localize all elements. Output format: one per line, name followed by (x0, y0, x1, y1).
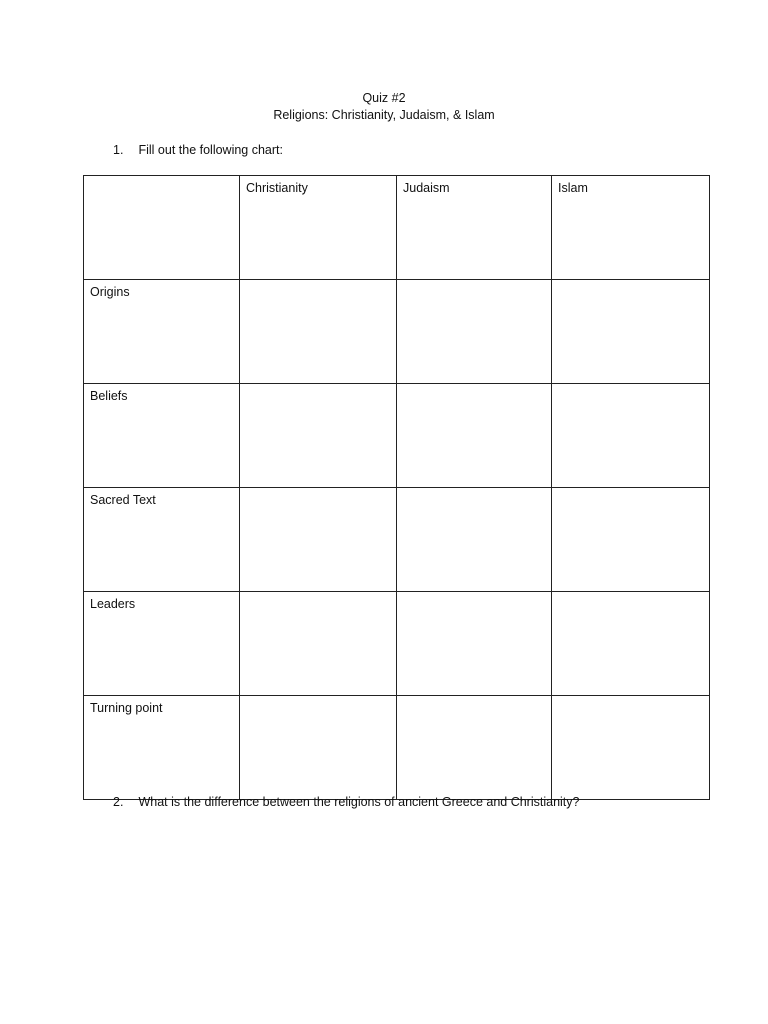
answer-cell[interactable] (552, 488, 710, 592)
question-number: 1. (113, 143, 124, 157)
row-label: Origins (90, 285, 130, 299)
row-label-cell (84, 384, 240, 488)
answer-cell[interactable] (240, 488, 397, 592)
row-label: Turning point (90, 701, 163, 715)
question-2 (113, 795, 579, 809)
religions-chart (83, 175, 710, 800)
row-label-cell (84, 696, 240, 800)
answer-cell[interactable] (397, 592, 552, 696)
answer-cell[interactable] (552, 592, 710, 696)
answer-cell[interactable] (240, 592, 397, 696)
table-row-origins (84, 280, 710, 384)
question-number: 2. (113, 795, 124, 809)
answer-cell[interactable] (397, 696, 552, 800)
table-header-cell-empty[interactable] (84, 176, 240, 280)
row-label: Sacred Text (90, 493, 156, 507)
table-header-row (84, 176, 710, 280)
answer-cell[interactable] (397, 488, 552, 592)
quiz-subtitle: Religions: Christianity, Judaism, & Islam (273, 108, 495, 122)
row-label: Beliefs (90, 389, 128, 403)
row-label-cell (84, 488, 240, 592)
question-text: What is the difference between the religions of ancient Greece and Christianity? (138, 795, 580, 809)
answer-cell[interactable] (240, 384, 397, 488)
quiz-title: Quiz #2 (362, 91, 406, 105)
answer-cell[interactable] (240, 280, 397, 384)
answer-cell[interactable] (552, 280, 710, 384)
row-label-cell (84, 592, 240, 696)
answer-cell[interactable] (240, 696, 397, 800)
table-header-islam[interactable] (552, 176, 710, 280)
table-header-judaism[interactable] (397, 176, 552, 280)
answer-cell[interactable] (397, 384, 552, 488)
column-label: Judaism (403, 181, 450, 195)
column-label: Christianity (246, 181, 308, 195)
answer-cell[interactable] (397, 280, 552, 384)
table-row-sacred-text (84, 488, 710, 592)
row-label: Leaders (90, 597, 136, 611)
table-row-leaders (84, 592, 710, 696)
answer-cell[interactable] (552, 384, 710, 488)
table-header-christianity[interactable] (240, 176, 397, 280)
question-1 (113, 143, 283, 157)
table-row-turning-point (84, 696, 710, 800)
column-label: Islam (558, 181, 588, 195)
row-label-cell (84, 280, 240, 384)
table-row-beliefs (84, 384, 710, 488)
answer-cell[interactable] (552, 696, 710, 800)
question-text: Fill out the following chart: (138, 143, 283, 157)
